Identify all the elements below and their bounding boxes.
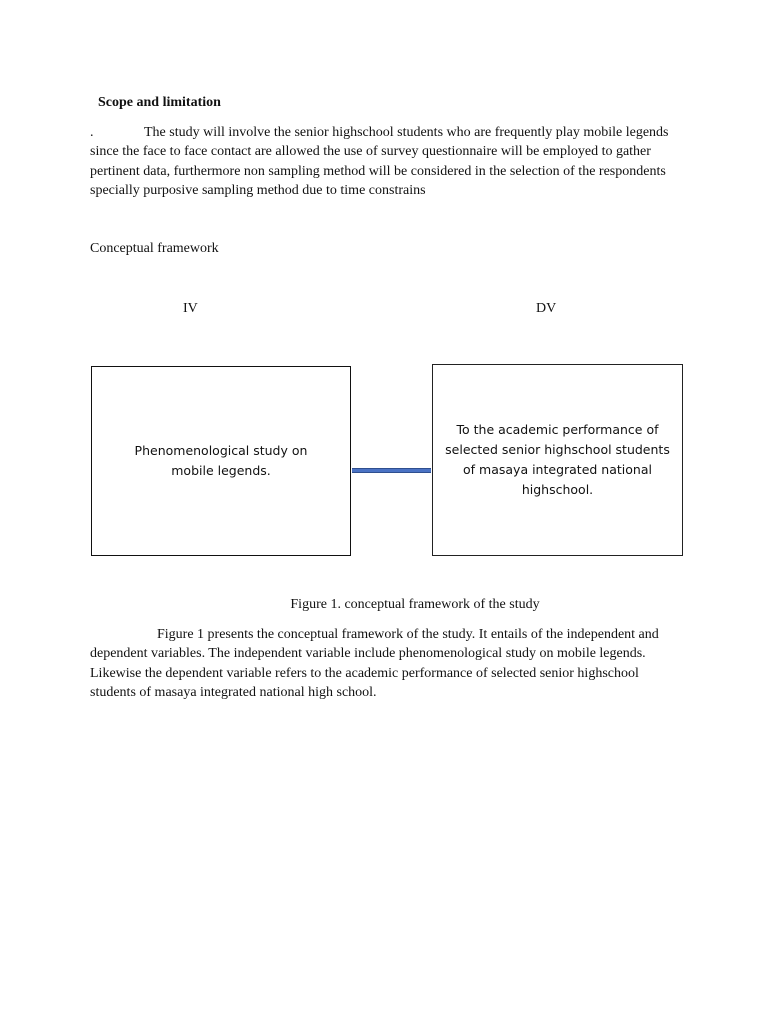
- framework-heading: Conceptual framework: [90, 241, 219, 256]
- connector-line: [352, 468, 431, 473]
- dependent-variable-text: To the academic performance of selected senior highschool students of masaya integrated national highschool.: [445, 422, 670, 497]
- iv-label: IV: [183, 301, 198, 316]
- figure-paragraph: [90, 625, 680, 702]
- scope-heading: Scope and limitation: [98, 95, 221, 110]
- figure-caption: Figure 1. conceptual framework of the study: [290, 597, 540, 612]
- paragraph-marker: .: [90, 125, 94, 140]
- independent-variable-text: Phenomenological study on mobile legends.: [134, 443, 308, 478]
- dv-label: DV: [536, 301, 557, 316]
- figure-paragraph-text: Figure 1 presents the conceptual framework of the study. It entails of the independent and dependent variables. The independent variable include phenomenological study on mobile legends. Likewise the dependent variable refers to the academic performance of selected senior highschool students of masaya integrated national high school.: [90, 627, 659, 700]
- scope-paragraph: [90, 123, 680, 200]
- scope-paragraph-text: The study will involve the senior highschool students who are frequently play mobile legends since the face to face contact are allowed the use of survey questionnaire will be employed to gather pertinent data, furthermore non sampling method will be considered in the selection of the respondents specially purposive sampling method due to time constrains: [90, 125, 669, 198]
- independent-variable-box: [91, 366, 351, 556]
- dependent-variable-box: [432, 364, 683, 556]
